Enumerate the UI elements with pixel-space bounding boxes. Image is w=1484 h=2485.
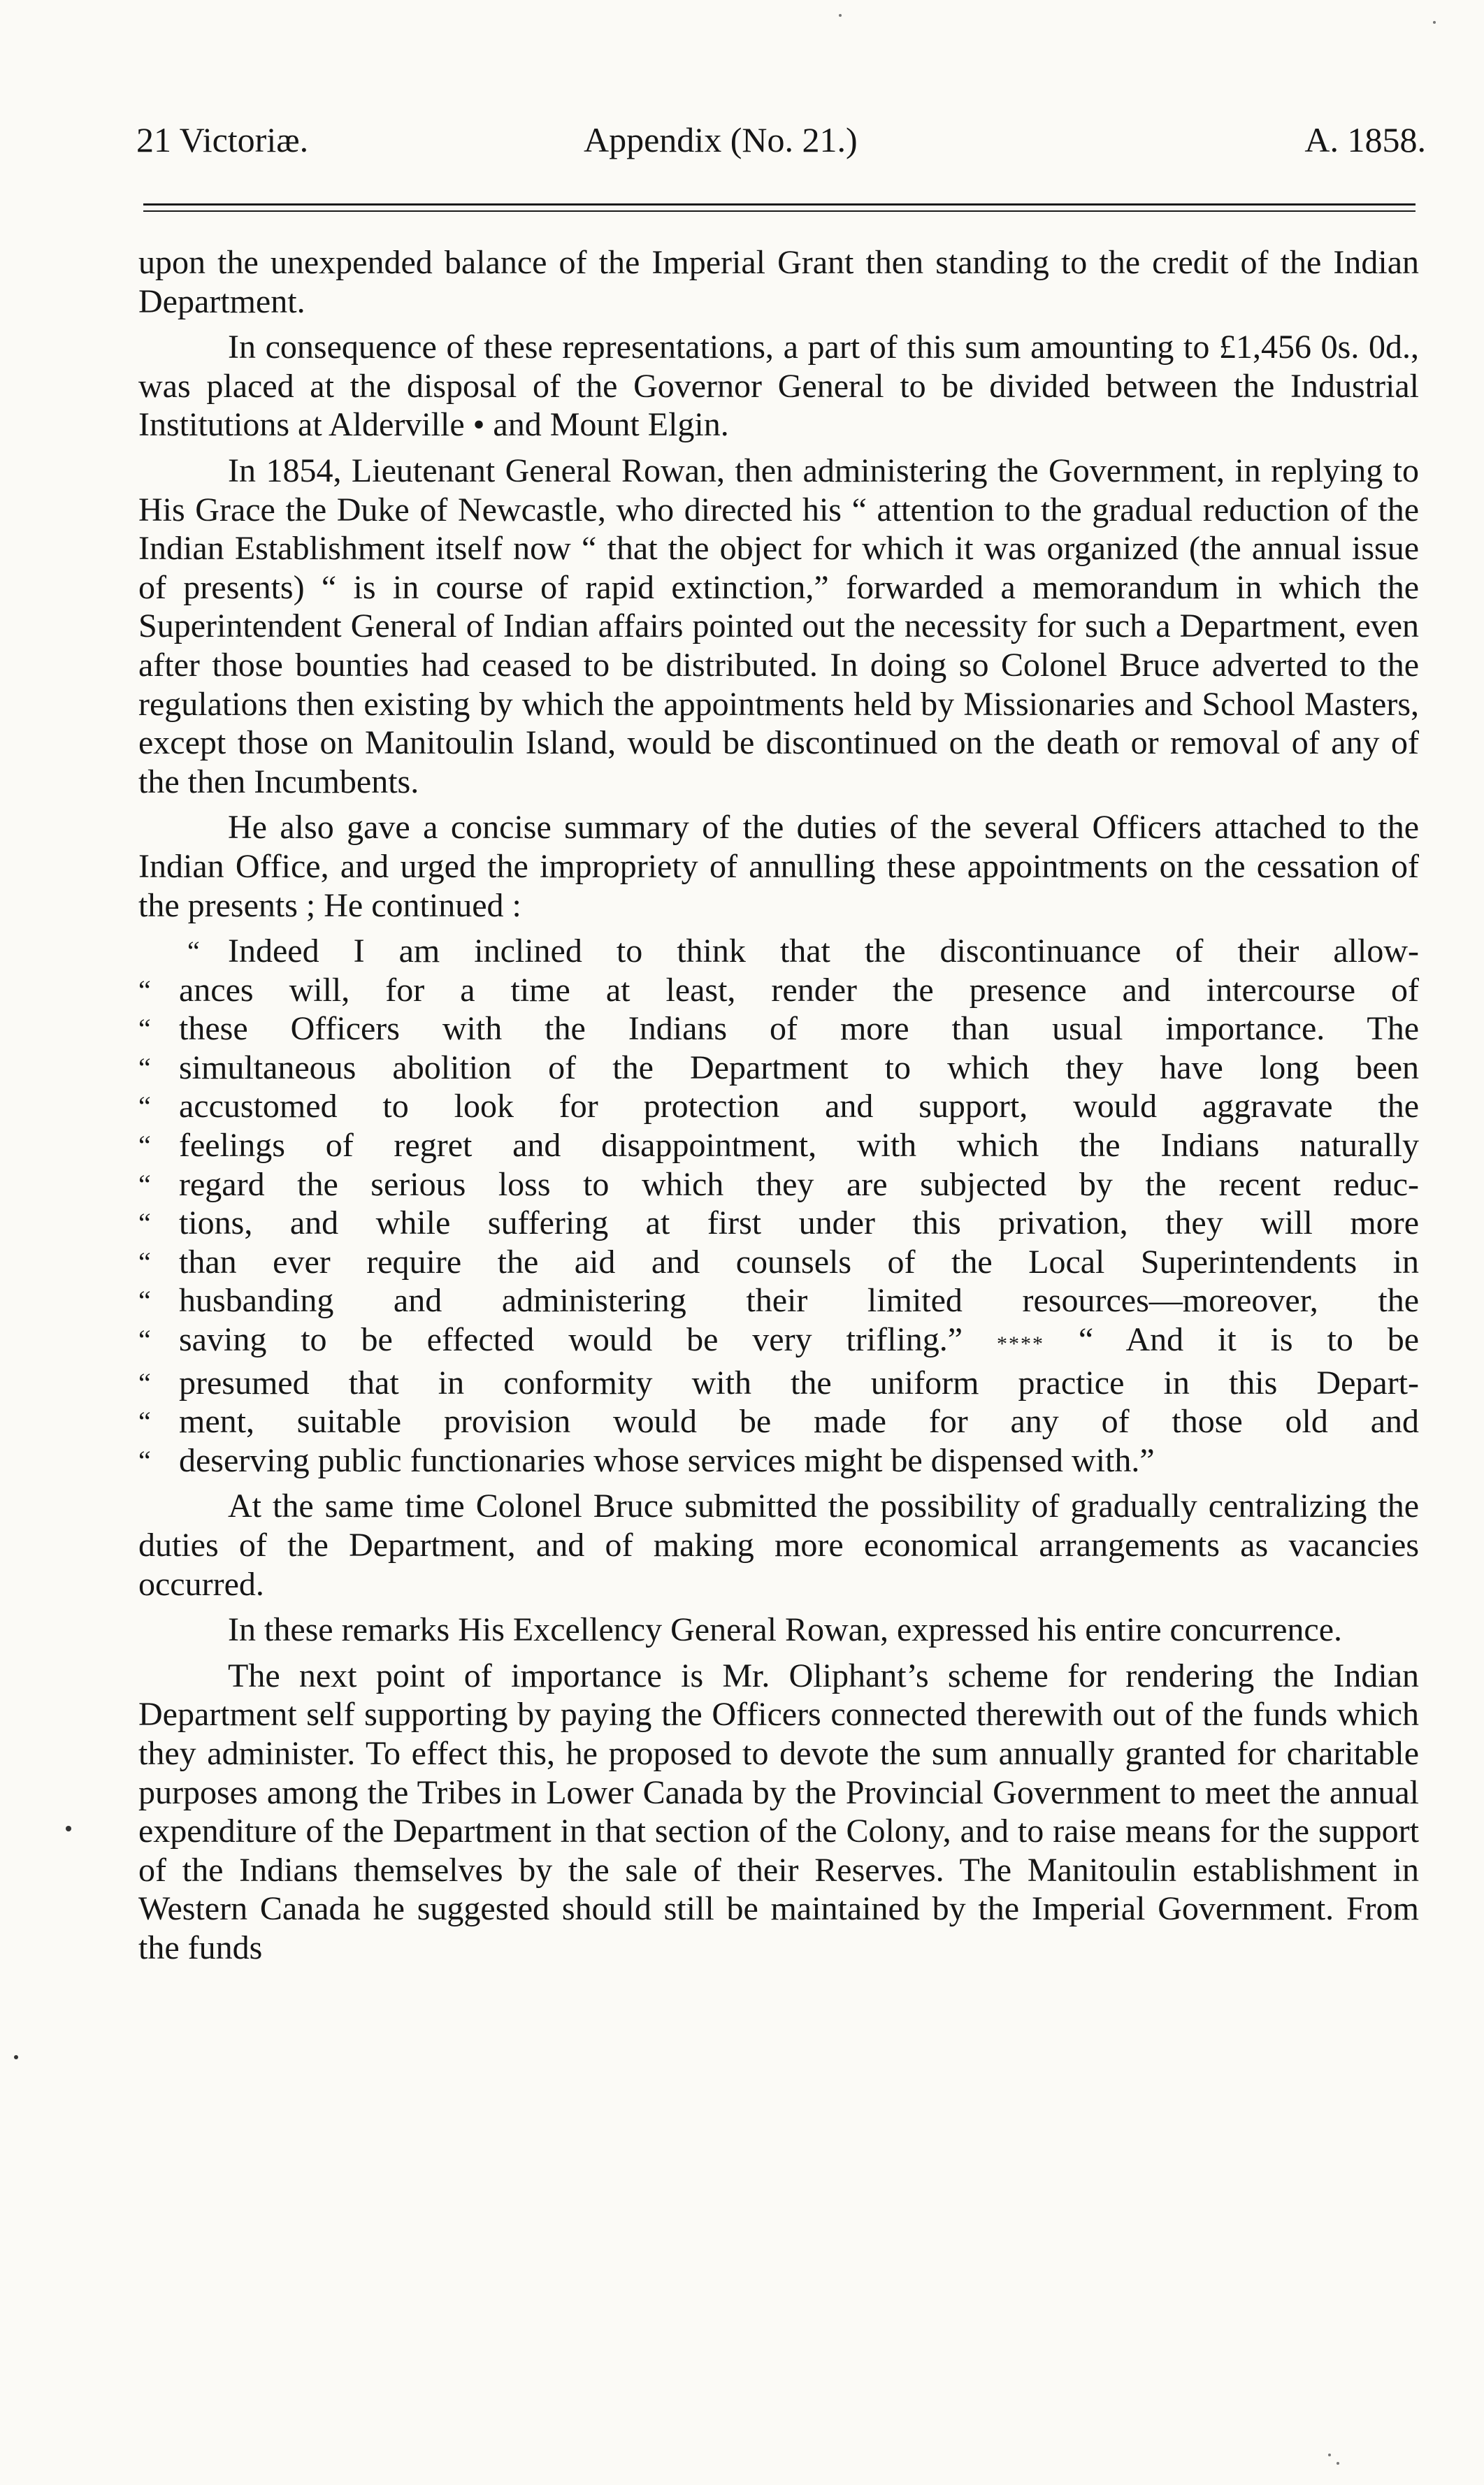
paper-speckle	[1433, 21, 1436, 24]
quote-line: “ tions, and while suffering at first under this privation, they will more	[138, 1204, 1419, 1242]
paper-speckle	[1328, 2454, 1331, 2456]
quote-line: “ ances will, for a time at least, render the presence and intercourse of	[138, 971, 1419, 1009]
paragraph-6: In these remarks His Excellency General Rowan, expressed his entire concurrence.	[228, 1611, 1343, 1649]
quote-mark: “	[138, 1051, 151, 1083]
quote-mark: “	[138, 1090, 151, 1123]
page-header	[136, 112, 1426, 168]
header-rule-thick	[143, 203, 1415, 206]
quote-mark: “	[138, 1367, 151, 1399]
paragraph-7: The next point of importance is Mr. Oliphant’s scheme for rendering the Indian Department self supporting by paying the Officers connected therewith out of the funds which they administer. To effect this, he proposed to devote the sum annually granted for charitable purposes among the Tribes in Lower Canada by the Provincial Government to meet the annual expenditure of the Department in that section of the Colony, and to raise means for the support of the Indians themselves by the sale of their Reserves. The Manitoulin establishment in Western Canada he suggested should still be maintained by the Imperial Government. From the funds	[138, 1657, 1419, 1966]
paragraph-2: In consequence of these representations, a part of this sum amounting to £1,456 0s. 0d., was placed at the disposal of the Governor General to be divided between the Industrial Institutions at Alderville • and Mount Elgin.	[138, 329, 1419, 444]
quote-mark: “	[138, 1013, 151, 1045]
quotation-block	[138, 932, 1419, 1480]
margin-dot	[14, 2055, 18, 2059]
quote-line: “ ment, suitable provision would be made for any of those old and	[138, 1403, 1419, 1441]
quote-mark: “	[138, 1324, 151, 1356]
quote-mark: “	[138, 1207, 151, 1239]
quote-line: “ regard the serious loss to which they are subjected by the recent reduc-	[138, 1165, 1419, 1203]
quote-line: “ husbanding and administering their limited resources—moreover, the	[138, 1282, 1419, 1320]
paragraph-5: At the same time Colonel Bruce submitted the possibility of gradually centralizing the duties of the Department, and of making more economical arrangements as vacancies occurred.	[138, 1488, 1419, 1603]
quote-mark: “	[187, 935, 200, 967]
quote-line: “ Indeed I am inclined to think that the discontinuance of their allow-	[187, 932, 1419, 970]
header-session: 21 Victoriæ.	[136, 120, 309, 159]
quote-line: “ presumed that in conformity with the uniform practice in this Depart-	[138, 1364, 1419, 1402]
paper-speckle	[839, 14, 842, 17]
paragraph-3: In 1854, Lieutenant General Rowan, then administering the Government, in replying to His Grace the Duke of Newcastle, who directed his “ attention to the gradual reduction of the Indian Establishment itself now “ that the object for which it was organized (the annual issue of presents) “ is in course of rapid extinction,” forwarded a memorandum in which the Superintendent General of Indian affairs pointed out the necessity for such a Department, even after those bounties had ceased to be distributed. In doing so Colonel Bruce adverted to the regulations then existing by which the appointments held by Missionaries and School Masters, except those on Manitoulin Island, would be discontinued on the death or removal of any of the then Incumbents.	[138, 452, 1419, 800]
quote-line: “ deserving public functionaries whose services might be dispensed with.”	[138, 1441, 1155, 1479]
quote-line: “ than ever require the aid and counsels of the Local Superintendents in	[138, 1243, 1419, 1281]
quote-line: “ accustomed to look for protection and support, would aggravate the	[138, 1088, 1419, 1125]
header-year: A. 1858.	[1304, 120, 1426, 159]
ellipsis-stars: ****	[997, 1332, 1044, 1356]
quote-mark: “	[138, 1406, 151, 1438]
paragraph-4: He also gave a concise summary of the duties of the several Officers attached to the Indian Office, and urged the impropriety of annulling these appointments on the cessation of the presents ; He continued :	[138, 809, 1419, 924]
quote-mark: “	[138, 1444, 151, 1476]
quote-mark: “	[138, 974, 151, 1006]
quote-mark: “	[138, 1168, 151, 1200]
quote-line: “ feelings of regret and disappointment, with which the Indians naturally	[138, 1127, 1419, 1165]
quote-mark: “	[138, 1285, 151, 1317]
paper-speckle	[1337, 2462, 1339, 2465]
quote-line: “ simultaneous abolition of the Department to which they have long been	[138, 1049, 1419, 1086]
quote-line: “ saving to be effected would be very trifling.” **** “ And it is to be	[138, 1321, 1420, 1359]
paragraph-1: upon the unexpended balance of the Imperial Grant then standing to the credit of the Indian Department.	[138, 244, 1419, 320]
header-rule-thin	[143, 210, 1415, 212]
header-appendix: Appendix (No. 21.)	[584, 120, 858, 159]
quote-line: “ these Officers with the Indians of more than usual importance. The	[138, 1010, 1419, 1048]
margin-dot	[66, 1826, 71, 1831]
quote-mark: “	[138, 1246, 151, 1278]
quote-mark: “	[138, 1130, 151, 1162]
body-text	[138, 243, 1419, 1968]
